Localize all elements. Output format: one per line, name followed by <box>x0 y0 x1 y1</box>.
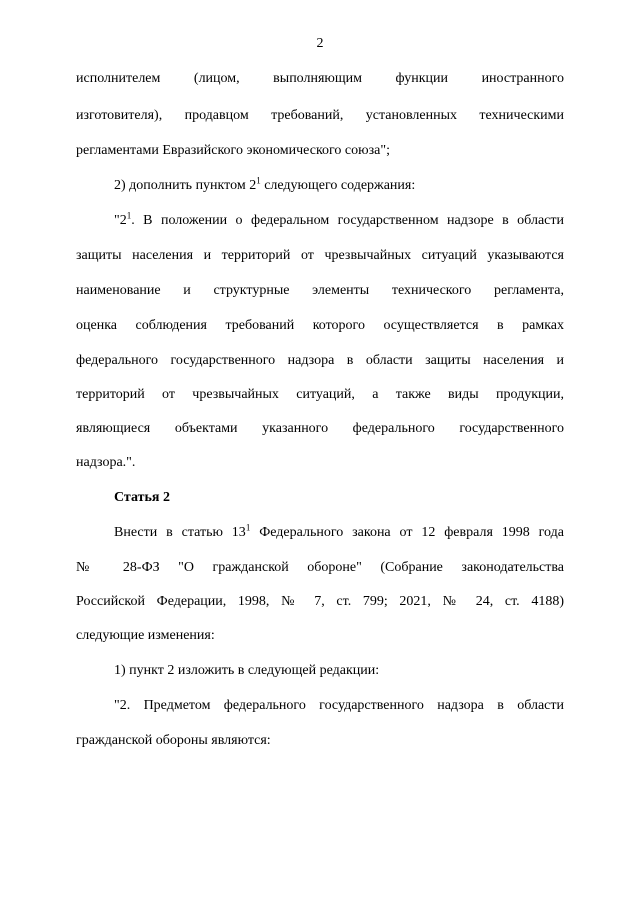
paragraph-line: наименование и структурные элементы технического регламента, <box>76 283 564 298</box>
paragraph-line: № 28-ФЗ "О гражданской обороне" (Собрание законодательства <box>76 560 564 575</box>
superscript: 1 <box>245 522 251 533</box>
text-run: Внести в статью 13 <box>114 525 246 540</box>
paragraph-line <box>114 211 564 231</box>
text-run: Федерального закона от 12 февраля 1998 года <box>250 525 564 540</box>
paragraph-line: гражданской обороны являются: <box>76 733 271 748</box>
text-run: . В положении о федеральном государственном надзоре в области <box>131 213 564 228</box>
paragraph-line: территорий от чрезвычайных ситуаций, а также виды продукции, <box>76 387 564 402</box>
paragraph-line: изготовителя), продавцом требований, установленных техническими <box>76 108 564 123</box>
paragraph-line: Российской Федерации, 1998, № 7, ст. 799; 2021, № 24, ст. 4188) <box>76 594 564 609</box>
paragraph-line <box>114 176 564 196</box>
article-heading: Статья 2 <box>114 490 170 505</box>
paragraph-line: 1) пункт 2 изложить в следующей редакции: <box>114 663 380 678</box>
paragraph-line: оценка соблюдения требований которого осуществляется в рамках <box>76 318 564 333</box>
paragraph-line: надзора.". <box>76 455 136 470</box>
paragraph-line: федерального государственного надзора в области защиты населения и <box>76 353 564 368</box>
page-number: 2 <box>316 36 324 51</box>
paragraph-line: следующие изменения: <box>76 628 215 643</box>
text-run: "2 <box>114 213 127 228</box>
paragraph-line: регламентами Евразийского экономического союза"; <box>76 143 390 158</box>
superscript: 1 <box>126 210 132 221</box>
superscript: 1 <box>256 175 261 186</box>
paragraph-line: исполнителем (лицом, выполняющим функции иностранного <box>76 71 564 86</box>
text-run: 2) дополнить пунктом 2 <box>114 178 257 193</box>
paragraph-line: защиты населения и территорий от чрезвычайных ситуаций указываются <box>76 248 564 263</box>
paragraph-line: являющиеся объектами указанного федерального государственного <box>76 421 564 436</box>
paragraph-line <box>114 523 564 543</box>
text-run: следующего содержания: <box>260 178 416 193</box>
paragraph-line: "2. Предметом федерального государственного надзора в области <box>114 698 564 713</box>
